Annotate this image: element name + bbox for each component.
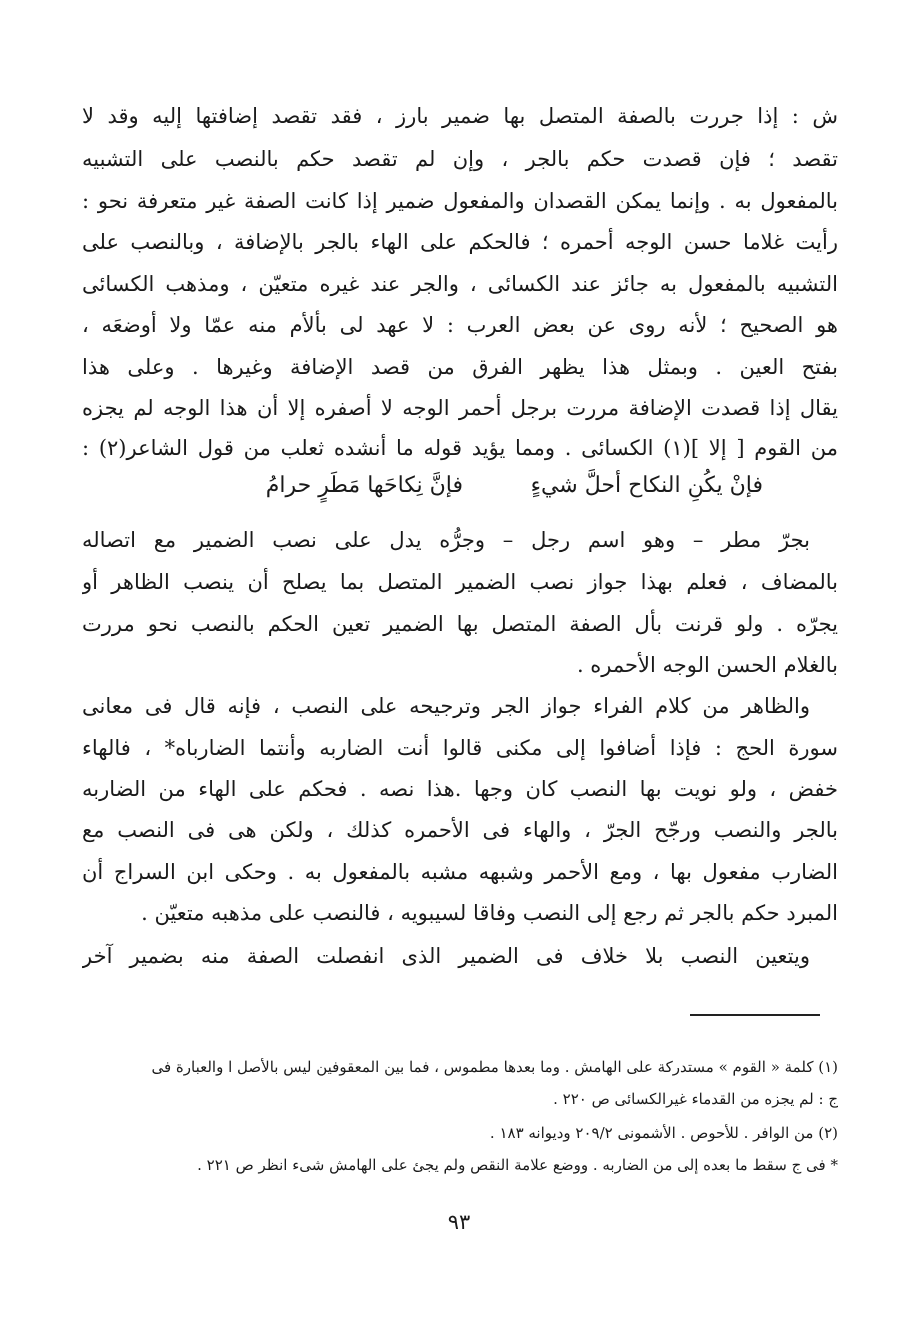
body-line: بالجر والنصب ورجّح الجرّ ، والهاء فى الأحمره كذلك ، ولكن هى فى النصب مع bbox=[82, 818, 838, 842]
body-line: ويتعين النصب بلا خلاف فى الضمير الذى انفصلت الصفة منه بضمير آخر bbox=[82, 944, 810, 968]
footnote: (١) كلمة « القوم » مستدركة على الهامش . وما بعدها مطموس ، فما بين المعقوفين ليس بالأصل ا والعبارة فى bbox=[151, 1058, 838, 1076]
verse-first-hemistich: فإنْ يكُنِ النكاح أحلَّ شيءٍ bbox=[530, 473, 763, 498]
body-line: التشبيه بالمفعول به جائز عند الكسائى ، والجر عند غيره متعيّن ، ومذهب الكسائى bbox=[82, 272, 838, 296]
body-line: بالمضاف ، فعلم بهذا جواز نصب الضمير المتصل بما يصلح أن ينصب الظاهر أو bbox=[82, 570, 838, 594]
page-number: ٩٣ bbox=[447, 1210, 471, 1234]
body-line: بجرّ مطر – وهو اسم رجل – وجرُّه يدل على نصب الضمير مع اتصاله bbox=[82, 528, 810, 552]
body-line: سورة الحج : فإذا أضافوا إلى مكنى قالوا أنت الضاربه وأنتما الضارباه* ، فالهاء bbox=[82, 736, 838, 760]
body-line: بالغلام الحسن الوجه الأحمره . bbox=[576, 653, 838, 677]
body-line: الضارب مفعول بها ، ومع الأحمر وشبهه مشبه بالمفعول به . وحكى ابن السراج أن bbox=[82, 860, 838, 884]
footnote: * فى ج سقط ما بعده إلى من الضاربه . ووضع علامة النقص ولم يجئ على الهامش شىء انظر ص ٢٢١ . bbox=[197, 1156, 838, 1174]
footnote-separator bbox=[690, 1014, 820, 1016]
body-line: تقصد ؛ فإن قصدت حكم بالجر ، وإن لم تقصد حكم بالنصب على التشبيه bbox=[82, 147, 838, 171]
body-line: خفض ، ولو نويت بها النصب كان وجها .هذا نصه . فحكم على الهاء من الضاربه bbox=[82, 777, 838, 801]
body-line: رأيت غلاما حسن الوجه أحمره ؛ فالحكم على الهاء بالجر بالإضافة ، وبالنصب على bbox=[82, 230, 838, 254]
body-line: والظاهر من كلام الفراء جواز الجر وترجيحه على النصب ، فإنه قال فى معانى bbox=[82, 694, 810, 718]
footnote: (٢) من الوافر . للأحوص . الأشمونى ٢٠٩/٢ وديوانه ١٨٣ . bbox=[489, 1124, 838, 1142]
verse-second-hemistich: فإنَّ نِكاحَها مَطَرٍ حرامُ bbox=[265, 473, 463, 498]
body-line: بالمفعول به . وإنما يمكن القصدان والمفعول ضمير إذا كانت الصفة غير متعرفة نحو : bbox=[82, 189, 838, 213]
body-line: من القوم [ إلا ](١) الكسائى . ومما يؤيد قوله ما أنشده ثعلب من قول الشاعر(٢) : bbox=[82, 436, 838, 460]
footnote: ج : لم يجزه من القدماء غيرالكسائى ص ٢٢٠ . bbox=[553, 1090, 838, 1108]
body-line: هو الصحيح ؛ لأنه روى عن بعض العرب : لا عهد لى بألأم منه عمّا ولا أوضعَه ، bbox=[82, 313, 838, 337]
body-line: بفتح العين . وبمثل هذا يظهر الفرق من قصد الإضافة وغيرها . وعلى هذا bbox=[82, 355, 838, 379]
body-line: المبرد حكم بالجر ثم رجع إلى النصب وفاقا لسيبويه ، فالنصب على مذهبه متعيّن . bbox=[141, 901, 838, 925]
body-line: يجرّه . ولو قرنت بأل الصفة المتصل بها الضمير تعين الحكم بالنصب نحو مررت bbox=[82, 612, 838, 636]
body-line: يقال إذا قصدت الإضافة مررت برجل أحمر الوجه لا أصفره إلا أن هذا الوجه لم يجزه bbox=[82, 396, 838, 420]
body-line: ش : إذا جررت بالصفة المتصل بها ضمير بارز ، فقد تقصد إضافتها إليه وقد لا bbox=[82, 104, 838, 128]
